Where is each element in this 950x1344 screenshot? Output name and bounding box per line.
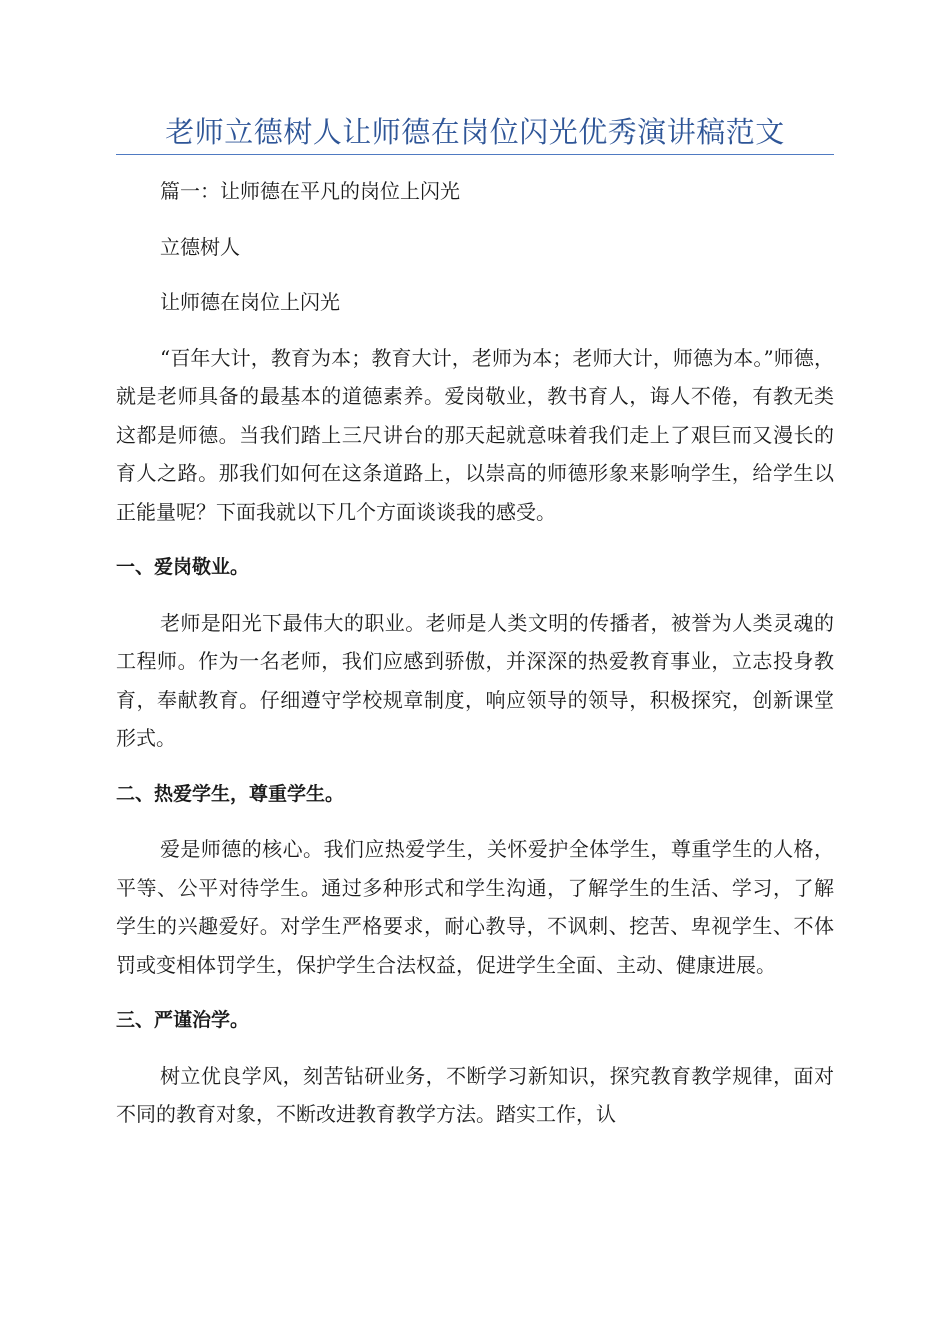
document-body bbox=[116, 172, 834, 1151]
body-paragraph: 爱是师德的核心。我们应热爱学生，关怀爱护全体学生，尊重学生的人格，平等、公平对待学生。通过多种形式和学生沟通，了解学生的生活、学习，了解学生的兴趣爱好。对学生严格要求，耐心教导，不讽刺、挖苦、卑视学生、不体罚或变相体罚学生，保护学生合法权益，促进学生全面、主动、健康进展。 bbox=[116, 837, 834, 977]
section-heading: 三、严谨治学。 bbox=[116, 1009, 250, 1031]
section-heading: 二、热爱学生，尊重学生。 bbox=[116, 782, 345, 805]
body-paragraph: 老师是阳光下最伟大的职业。老师是人类文明的传播者，被誉为人类灵魂的工程师。作为一名老师，我们应感到骄傲，并深深的热爱教育事业，立志投身教育，奉献教育。仔细遵守学校规章制度，响应领导的领导，积极探究，创新课堂形式。 bbox=[116, 610, 834, 750]
section-label: 篇一：让师德在平凡的岗位上闪光 bbox=[160, 179, 460, 203]
body-paragraph: 树立优良学风，刻苦钻研业务，不断学习新知识，探究教育教学规律，面对不同的教育对象，不断改进教育教学方法。踏实工作，认 bbox=[116, 1063, 834, 1126]
title-underline bbox=[116, 154, 834, 155]
section-heading: 一、爱岗敬业。 bbox=[116, 556, 250, 578]
subtitle-line: 立德树人 bbox=[160, 234, 240, 259]
document-title: 老师立德树人让师德在岗位闪光优秀演讲稿范文 bbox=[165, 115, 785, 149]
body-paragraph: “百年大计，教育为本；教育大计，老师为本；老师大计，师德为本。”师德，就是老师具备的最基本的道德素养。爱岗敬业，教书育人，诲人不倦，有教无类这都是师德。当我们踏上三尺讲台的那天起就意味着我们走上了艰巨而又漫长的育人之路。那我们如何在这条道路上，以崇高的师德形象来影响学生，给学生以正能量呢？下面我就以下几个方面谈谈我的感受。 bbox=[116, 345, 834, 524]
subtitle-line: 让师德在岗位上闪光 bbox=[160, 290, 340, 314]
